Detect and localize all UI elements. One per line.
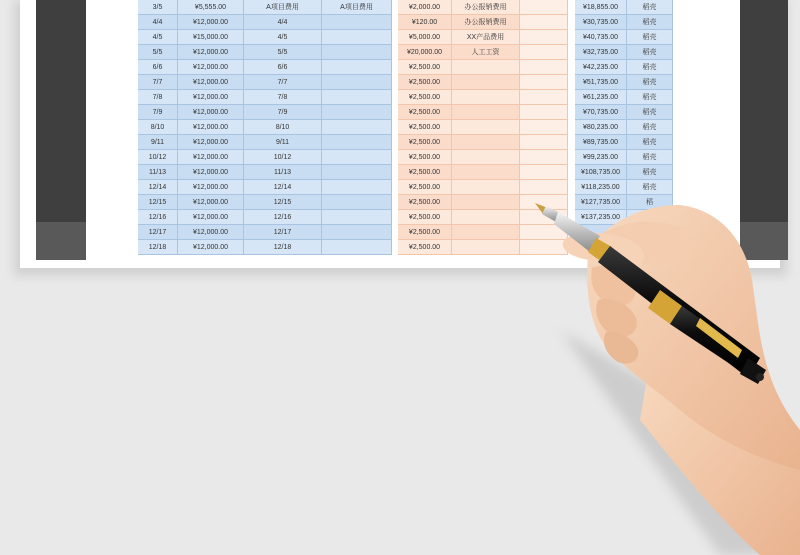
date-cell[interactable]: 12/18: [138, 240, 178, 255]
expense-amount-cell[interactable]: ¥2,500.00: [398, 120, 452, 135]
handler-cell[interactable]: 稻壳: [627, 45, 673, 60]
income-amount-cell[interactable]: ¥12,000.00: [178, 105, 244, 120]
income-amount-cell[interactable]: ¥12,000.00: [178, 45, 244, 60]
balance-cell[interactable]: ¥32,735.00: [575, 45, 627, 60]
handler-cell[interactable]: 稻壳: [627, 30, 673, 45]
income-amount-cell[interactable]: ¥12,000.00: [178, 240, 244, 255]
date-cell[interactable]: 10/12: [138, 150, 178, 165]
expense-desc-cell[interactable]: 办公报销费用: [452, 15, 520, 30]
handler-cell[interactable]: 稻: [627, 195, 673, 210]
reference-cell[interactable]: 9/11: [244, 135, 322, 150]
handler-cell[interactable]: 稻壳: [627, 0, 673, 15]
date-cell[interactable]: 12/15: [138, 195, 178, 210]
income-amount-cell[interactable]: ¥12,000.00: [178, 150, 244, 165]
income-amount-cell[interactable]: ¥12,000.00: [178, 75, 244, 90]
expense-amount-cell[interactable]: ¥2,500.00: [398, 210, 452, 225]
income-amount-cell[interactable]: ¥12,000.00: [178, 60, 244, 75]
reference-cell[interactable]: 5/5: [244, 45, 322, 60]
expense-amount-cell[interactable]: ¥20,000.00: [398, 45, 452, 60]
expense-amount-cell[interactable]: ¥5,000.00: [398, 30, 452, 45]
balance-cell[interactable]: ¥118,235.00: [575, 180, 627, 195]
date-cell[interactable]: 5/5: [138, 45, 178, 60]
reference-cell[interactable]: 7/9: [244, 105, 322, 120]
balance-cell[interactable]: ¥42,235.00: [575, 60, 627, 75]
reference-cell[interactable]: 12/17: [244, 225, 322, 240]
handler-cell[interactable]: 稻壳: [627, 165, 673, 180]
note-cell[interactable]: A项目费用: [322, 0, 392, 15]
expense-desc-cell[interactable]: XX产品费用: [452, 30, 520, 45]
income-amount-cell[interactable]: ¥12,000.00: [178, 165, 244, 180]
handler-cell[interactable]: 稻壳: [627, 75, 673, 90]
balance-cell[interactable]: ¥40,735.00: [575, 30, 627, 45]
balance-cell[interactable]: ¥127,735.00: [575, 195, 627, 210]
balance-cell[interactable]: ¥108,735.00: [575, 165, 627, 180]
income-amount-cell[interactable]: ¥12,000.00: [178, 15, 244, 30]
income-amount-cell[interactable]: ¥12,000.00: [178, 210, 244, 225]
date-cell[interactable]: 3/5: [138, 0, 178, 15]
date-cell[interactable]: 7/7: [138, 75, 178, 90]
handler-cell[interactable]: 稻壳: [627, 60, 673, 75]
expense-amount-cell[interactable]: ¥2,500.00: [398, 180, 452, 195]
expense-amount-cell[interactable]: ¥2,500.00: [398, 225, 452, 240]
reference-cell[interactable]: 4/4: [244, 15, 322, 30]
expense-amount-cell[interactable]: ¥2,000.00: [398, 0, 452, 15]
reference-cell[interactable]: 12/18: [244, 240, 322, 255]
expense-amount-cell[interactable]: ¥2,500.00: [398, 105, 452, 120]
handler-cell[interactable]: 稻壳: [627, 180, 673, 195]
date-cell[interactable]: 8/10: [138, 120, 178, 135]
date-cell[interactable]: 7/9: [138, 105, 178, 120]
handler-cell[interactable]: 稻壳: [627, 15, 673, 30]
date-cell[interactable]: 4/4: [138, 15, 178, 30]
balance-cell[interactable]: ¥89,735.00: [575, 135, 627, 150]
balance-cell[interactable]: ¥80,235.00: [575, 120, 627, 135]
expense-amount-cell[interactable]: ¥2,500.00: [398, 60, 452, 75]
reference-cell[interactable]: 7/8: [244, 90, 322, 105]
expense-amount-cell[interactable]: ¥2,500.00: [398, 195, 452, 210]
balance-cell[interactable]: ¥137,235.00: [575, 210, 627, 225]
income-amount-cell[interactable]: ¥12,000.00: [178, 180, 244, 195]
income-amount-cell[interactable]: ¥12,000.00: [178, 195, 244, 210]
income-amount-cell[interactable]: ¥12,000.00: [178, 120, 244, 135]
reference-cell[interactable]: 4/5: [244, 30, 322, 45]
balance-cell[interactable]: ¥51,735.00: [575, 75, 627, 90]
reference-cell[interactable]: 10/12: [244, 150, 322, 165]
expense-amount-cell[interactable]: ¥120.00: [398, 15, 452, 30]
expense-amount-cell[interactable]: ¥2,500.00: [398, 75, 452, 90]
handler-cell[interactable]: 稻壳: [627, 135, 673, 150]
income-amount-cell[interactable]: ¥12,000.00: [178, 135, 244, 150]
date-cell[interactable]: 4/5: [138, 30, 178, 45]
balance-cell[interactable]: ¥18,855.00: [575, 0, 627, 15]
date-cell[interactable]: 9/11: [138, 135, 178, 150]
handler-cell[interactable]: 稻壳: [627, 105, 673, 120]
income-amount-cell[interactable]: ¥12,000.00: [178, 225, 244, 240]
expense-amount-cell[interactable]: ¥2,500.00: [398, 135, 452, 150]
reference-cell[interactable]: A项目费用: [244, 0, 322, 15]
expense-amount-cell[interactable]: ¥2,500.00: [398, 240, 452, 255]
expense-amount-cell[interactable]: ¥2,500.00: [398, 90, 452, 105]
date-cell[interactable]: 12/17: [138, 225, 178, 240]
reference-cell[interactable]: 12/15: [244, 195, 322, 210]
expense-amount-cell[interactable]: ¥2,500.00: [398, 150, 452, 165]
balance-cell[interactable]: ¥70,735.00: [575, 105, 627, 120]
expense-desc-cell[interactable]: 人工工资: [452, 45, 520, 60]
handler-cell[interactable]: 稻壳: [627, 150, 673, 165]
balance-cell[interactable]: ¥30,735.00: [575, 15, 627, 30]
handler-cell[interactable]: 稻壳: [627, 120, 673, 135]
date-cell[interactable]: 12/16: [138, 210, 178, 225]
reference-cell[interactable]: 8/10: [244, 120, 322, 135]
expense-desc-cell[interactable]: 办公报销费用: [452, 0, 520, 15]
reference-cell[interactable]: 12/16: [244, 210, 322, 225]
expense-amount-cell[interactable]: ¥2,500.00: [398, 165, 452, 180]
balance-cell[interactable]: ¥99,235.00: [575, 150, 627, 165]
income-amount-cell[interactable]: ¥12,000.00: [178, 90, 244, 105]
date-cell[interactable]: 12/14: [138, 180, 178, 195]
date-cell[interactable]: 11/13: [138, 165, 178, 180]
income-amount-cell[interactable]: ¥5,555.00: [178, 0, 244, 15]
date-cell[interactable]: 7/8: [138, 90, 178, 105]
reference-cell[interactable]: 12/14: [244, 180, 322, 195]
income-amount-cell[interactable]: ¥15,000.00: [178, 30, 244, 45]
balance-cell[interactable]: ¥61,235.00: [575, 90, 627, 105]
reference-cell[interactable]: 6/6: [244, 60, 322, 75]
date-cell[interactable]: 6/6: [138, 60, 178, 75]
handler-cell[interactable]: 稻壳: [627, 90, 673, 105]
reference-cell[interactable]: 11/13: [244, 165, 322, 180]
reference-cell[interactable]: 7/7: [244, 75, 322, 90]
